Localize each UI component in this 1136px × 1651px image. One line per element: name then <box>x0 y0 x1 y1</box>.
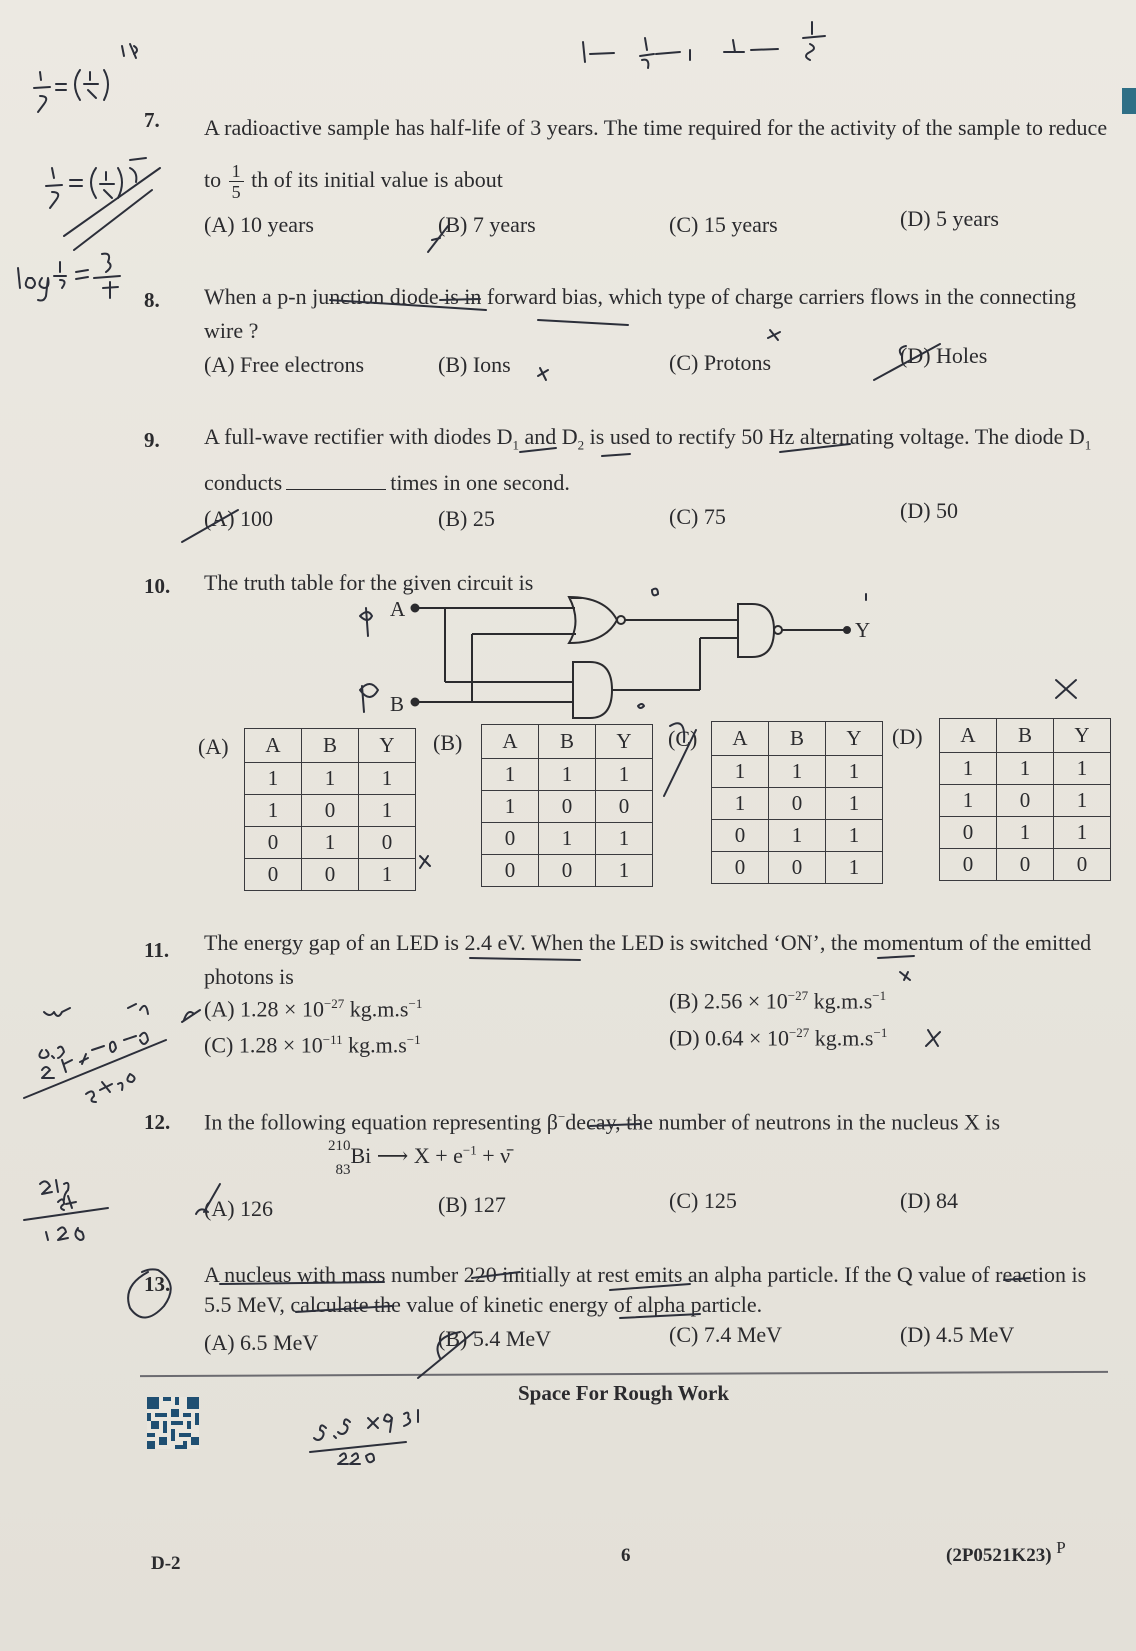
table-row <box>245 859 416 891</box>
table-cell: 0 <box>245 827 302 859</box>
page-edge-tab <box>1122 88 1136 114</box>
table-cell: 1 <box>712 756 769 788</box>
table-cell: 1 <box>302 827 359 859</box>
table-cell: 0 <box>940 849 997 881</box>
table-cell: 1 <box>359 859 416 891</box>
table-header-cell: B <box>769 722 826 756</box>
truth-table-d[interactable] <box>939 718 1111 881</box>
rough-work-divider <box>140 1371 1108 1377</box>
table-cell: 1 <box>997 817 1054 849</box>
table-row <box>482 855 653 887</box>
table-row <box>712 756 883 788</box>
question-text: When a p-n junction diode is in forward bias, which type of charge carriers flows in the connecting wire ? <box>204 284 1076 343</box>
footer-code-right: (2P0521K23) P <box>946 1538 1066 1566</box>
table-header-cell: A <box>482 725 539 759</box>
table-cell: 0 <box>712 820 769 852</box>
table-cell: 1 <box>769 756 826 788</box>
table-row <box>712 852 883 884</box>
circuit-label-a: A <box>390 597 406 621</box>
table-header-cell: Y <box>596 725 653 759</box>
option-a[interactable]: (A) 10 years <box>204 212 314 237</box>
truth-table-c[interactable] <box>711 721 883 884</box>
table-row <box>482 759 653 791</box>
table-row <box>940 785 1111 817</box>
option-a[interactable]: (A) 100 <box>204 506 274 531</box>
question-text: The energy gap of an LED is 2.4 eV. When the LED is switched ‘ON’, the momentum of the emitted photons is <box>204 930 1092 989</box>
table-cell: 1 <box>482 759 539 791</box>
table-label-d[interactable]: (D) <box>892 724 923 749</box>
footer-code-left: D-2 <box>151 1553 181 1574</box>
table-cell: 1 <box>596 823 653 855</box>
question-text: A nucleus with mass number 220 initially at rest emits an alpha particle. If the Q value of reaction is 5.5 MeV, calculate the value of kinetic energy of alpha particle. <box>204 1262 1087 1317</box>
table-cell: 0 <box>712 852 769 884</box>
table-cell: 1 <box>940 785 997 817</box>
question-text: The truth table for the given circuit is <box>204 570 534 595</box>
option-d[interactable]: (D) 50 <box>900 498 959 523</box>
table-cell: 1 <box>769 820 826 852</box>
option-b[interactable]: (B) 5.4 MeV <box>438 1326 552 1351</box>
table-header-cell: A <box>940 719 997 753</box>
table-row <box>940 753 1111 785</box>
table-cell: 1 <box>997 753 1054 785</box>
table-row <box>245 827 416 859</box>
table-row <box>245 795 416 827</box>
rough-work-heading: Space For Rough Work <box>518 1381 730 1405</box>
table-cell: 0 <box>997 785 1054 817</box>
option-c[interactable]: (C) 7.4 MeV <box>669 1322 783 1347</box>
table-row <box>482 823 653 855</box>
question-number: 11. <box>144 938 170 962</box>
table-cell: 0 <box>539 855 596 887</box>
table-cell: 1 <box>712 788 769 820</box>
table-cell: 1 <box>940 753 997 785</box>
table-cell: 1 <box>302 763 359 795</box>
table-cell: 1 <box>539 823 596 855</box>
table-row <box>712 820 883 852</box>
table-cell: 0 <box>769 788 826 820</box>
table-cell: 1 <box>826 820 883 852</box>
truth-table-a[interactable] <box>244 728 416 891</box>
option-c[interactable]: (C) $1.28 \times 10^{-11}$ $kg.m.s^{-1}$ <box>204 1032 421 1058</box>
table-cell: 1 <box>245 763 302 795</box>
table-row <box>712 788 883 820</box>
table-header-cell: B <box>302 729 359 763</box>
table-cell: 1 <box>826 852 883 884</box>
table-label-a[interactable]: (A) <box>198 734 229 759</box>
table-cell: 0 <box>997 849 1054 881</box>
option-d[interactable]: (D) 4.5 MeV <box>900 1322 1015 1347</box>
option-a[interactable]: (A) $1.28 \times 10^{-27}$ $kg.m.s^{-1}$ <box>204 996 423 1022</box>
question-text: In the following equation representing β−decay, the number of neutrons in the nucleus X is <box>204 1109 1001 1135</box>
table-cell: 1 <box>482 791 539 823</box>
truth-table-b[interactable] <box>481 724 653 887</box>
table-label-b[interactable]: (B) <box>433 730 463 755</box>
question-text: A radioactive sample has half-life of 3 years. The time required for the activity of the sample to reduce to $\frac{1}{5}$ th of its initial value is about <box>204 115 1108 203</box>
table-cell: 0 <box>359 827 416 859</box>
table-header-cell: Y <box>359 729 416 763</box>
option-d[interactable]: (D) 5 years <box>900 206 999 231</box>
option-d[interactable]: (D) $0.64 \times 10^{-27}$ $kg.m.s^{-1}$ <box>669 1025 888 1051</box>
table-header-cell: B <box>539 725 596 759</box>
table-cell: 0 <box>539 791 596 823</box>
table-cell: 1 <box>1054 753 1111 785</box>
table-cell: 1 <box>359 795 416 827</box>
table-cell: 1 <box>1054 817 1111 849</box>
question-number: 8. <box>144 288 160 312</box>
table-cell: 1 <box>596 759 653 791</box>
option-b[interactable]: (B) Ions <box>438 352 511 377</box>
option-a[interactable]: (A) 126 <box>204 1196 274 1221</box>
page-number: 6 <box>621 1545 631 1566</box>
option-b[interactable]: (B) 25 <box>438 506 495 531</box>
option-c[interactable]: (C) 75 <box>669 504 726 529</box>
option-a[interactable]: (A) Free electrons <box>204 352 365 377</box>
table-header-cell: A <box>245 729 302 763</box>
table-cell: 1 <box>359 763 416 795</box>
option-c[interactable]: (C) 125 <box>669 1188 737 1213</box>
circuit-label-y: Y <box>855 618 871 642</box>
question-number: 13. <box>144 1272 171 1296</box>
table-cell: 0 <box>769 852 826 884</box>
table-label-c[interactable]: (C) <box>668 726 698 751</box>
question-text: A full-wave rectifier with diodes $D_1$ and $D_2$ is used to rectify 50 Hz alternating voltage. The diode $D_1$ conducts times in one second. <box>204 424 1092 496</box>
decay-equation: 210 83 Bi ⟶ $X + e^{-1}$ + ν̄ <box>328 1138 511 1178</box>
option-b[interactable]: (B) 127 <box>438 1192 506 1217</box>
table-cell: 1 <box>245 795 302 827</box>
question-number: 7. <box>144 108 160 132</box>
circuit-label-b: B <box>390 692 405 716</box>
table-cell: 1 <box>826 788 883 820</box>
table-cell: 0 <box>596 791 653 823</box>
answer-blank <box>286 489 386 490</box>
table-header-row <box>712 722 883 756</box>
table-cell: 1 <box>1054 785 1111 817</box>
option-c[interactable]: (C) 15 years <box>669 212 778 237</box>
table-header-cell: Y <box>826 722 883 756</box>
table-header-cell: B <box>997 719 1054 753</box>
table-header-row <box>940 719 1111 753</box>
question-number: 10. <box>144 574 171 598</box>
table-cell: 0 <box>302 859 359 891</box>
table-cell: 0 <box>245 859 302 891</box>
table-cell: 0 <box>482 823 539 855</box>
fraction-one-fifth: $\frac{1}{5}$ <box>229 161 244 202</box>
option-c[interactable]: (C) Protons <box>669 350 772 375</box>
table-cell: 1 <box>539 759 596 791</box>
table-header-cell: Y <box>1054 719 1111 753</box>
table-row <box>245 763 416 795</box>
table-header-cell: A <box>712 722 769 756</box>
option-d[interactable]: (D) 84 <box>900 1188 959 1213</box>
table-row <box>482 791 653 823</box>
table-header-row <box>245 729 416 763</box>
table-row <box>940 849 1111 881</box>
question-number: 9. <box>144 428 160 452</box>
option-b[interactable]: (B) $2.56 \times 10^{-27}$ $kg.m.s^{-1}$ <box>669 988 887 1014</box>
qr-code-icon <box>147 1396 199 1450</box>
table-cell: 0 <box>1054 849 1111 881</box>
table-row <box>940 817 1111 849</box>
table-header-row <box>482 725 653 759</box>
option-a[interactable]: (A) 6.5 MeV <box>204 1330 319 1355</box>
table-cell: 1 <box>826 756 883 788</box>
table-cell: 0 <box>940 817 997 849</box>
option-b[interactable]: (B) 7 years <box>438 212 536 237</box>
table-cell: 0 <box>302 795 359 827</box>
table-cell: 0 <box>482 855 539 887</box>
option-d[interactable]: (D) Holes <box>900 343 988 368</box>
question-number: 12. <box>144 1110 171 1134</box>
table-cell: 1 <box>596 855 653 887</box>
